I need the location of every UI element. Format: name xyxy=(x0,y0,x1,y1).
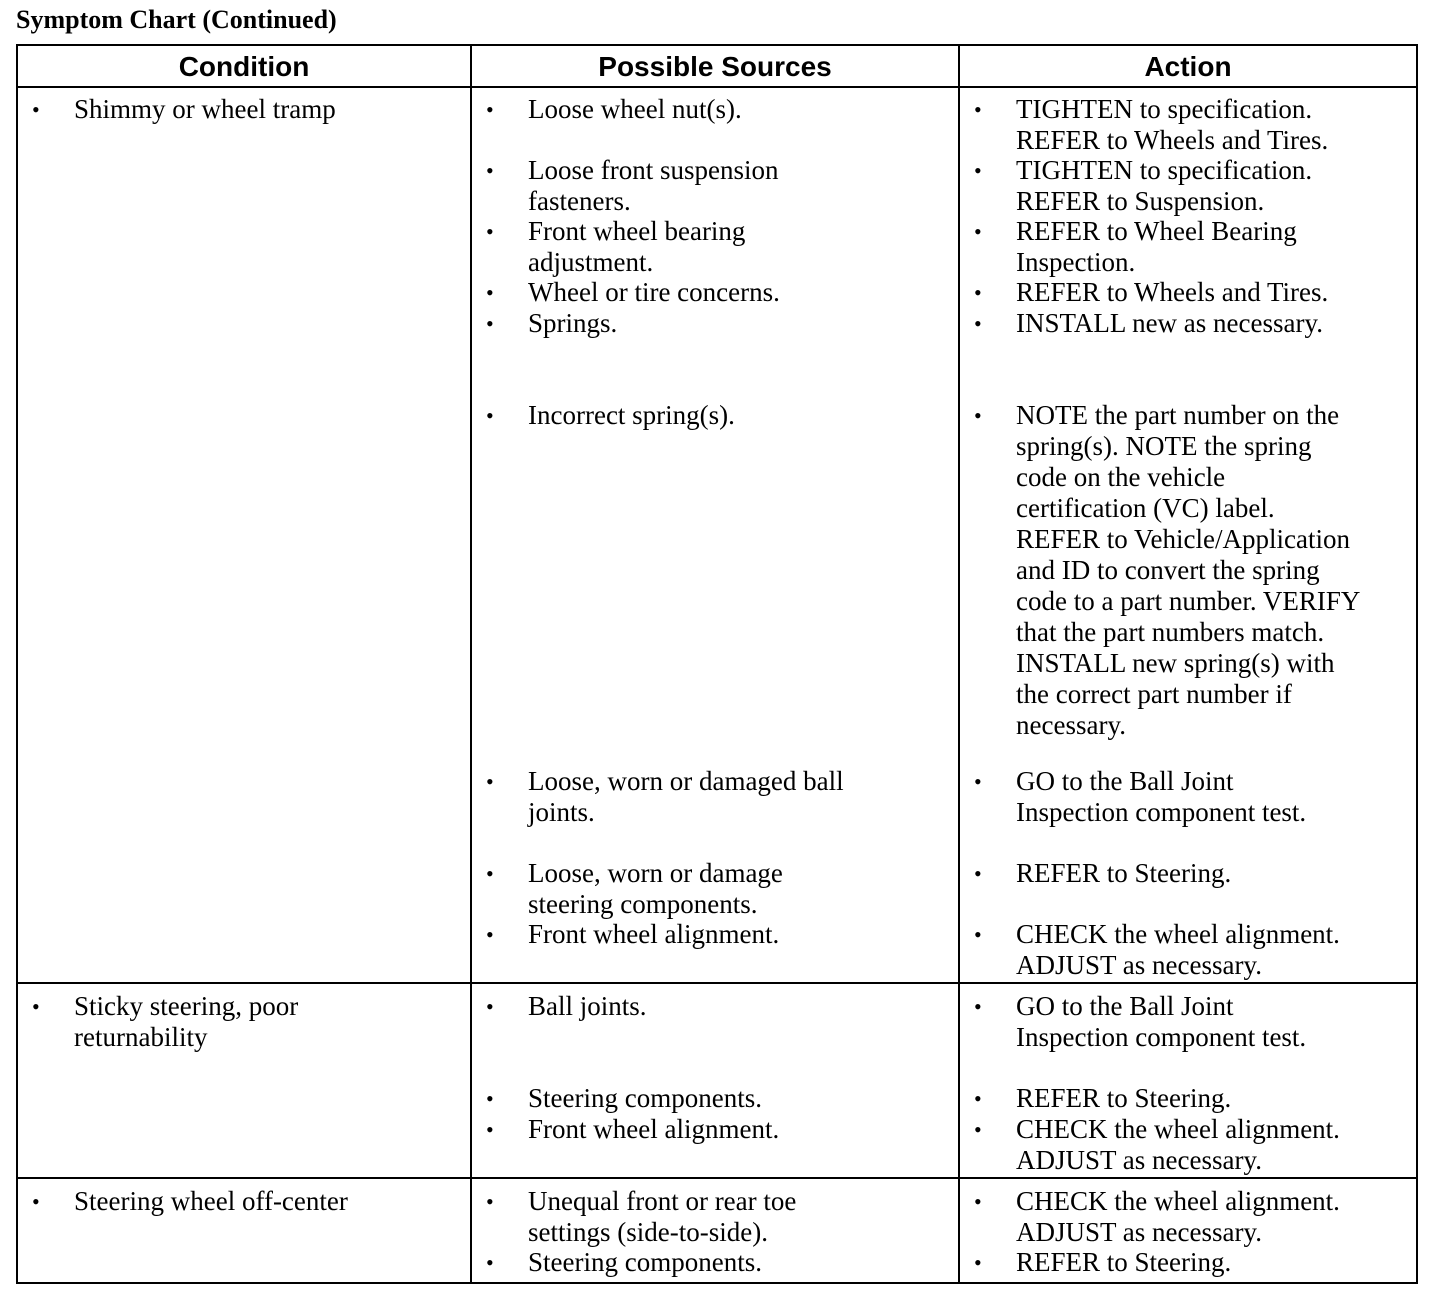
condition-text: Steering wheel off-center xyxy=(74,1186,348,1216)
source-item xyxy=(486,308,946,339)
source-text: Front wheel bearing adjustment. xyxy=(528,216,746,277)
action-item xyxy=(974,991,1414,1053)
action-item xyxy=(974,1247,1414,1278)
bullet: • xyxy=(486,1250,494,1275)
source-text: Front wheel alignment. xyxy=(528,919,780,949)
action-text: NOTE the part number on the spring(s). NOTE the spring code on the vehicle certification (VC) label. REFER to Vehicle/Application and ID to convert the spring code to a part number. VERIFY that the part numbers match. INSTALL new spring(s) with the correct part number if necessary. xyxy=(1016,400,1361,740)
bullet: • xyxy=(486,280,494,305)
action-item xyxy=(974,400,1414,741)
bullet: • xyxy=(974,1086,982,1111)
bullet: • xyxy=(974,403,982,428)
bullet: • xyxy=(32,994,40,1019)
condition-cell xyxy=(32,991,452,1053)
source-item xyxy=(486,1247,946,1278)
bullet: • xyxy=(974,769,982,794)
action-item xyxy=(974,1083,1414,1114)
row-divider xyxy=(18,982,1416,984)
source-item xyxy=(486,858,946,920)
bullet: • xyxy=(486,219,494,244)
action-text: TIGHTEN to specification. REFER to Wheels and Tires. xyxy=(1016,94,1329,155)
row-divider xyxy=(18,1177,1416,1179)
bullet: • xyxy=(486,158,494,183)
bullet: • xyxy=(486,403,494,428)
source-item xyxy=(486,94,946,125)
action-text: GO to the Ball Joint Inspection component test. xyxy=(1016,991,1307,1052)
bullet: • xyxy=(32,97,40,122)
source-item xyxy=(486,155,946,217)
source-item xyxy=(486,1114,946,1145)
source-item xyxy=(486,400,946,431)
condition-cell xyxy=(32,1186,452,1217)
source-item xyxy=(486,216,946,278)
bullet: • xyxy=(974,97,982,122)
source-text: Steering components. xyxy=(528,1247,762,1277)
source-item xyxy=(486,1186,946,1248)
source-item xyxy=(486,919,946,950)
bullet: • xyxy=(974,1117,982,1142)
action-item xyxy=(974,858,1414,889)
source-text: Steering components. xyxy=(528,1083,762,1113)
bullet: • xyxy=(32,1189,40,1214)
source-item xyxy=(486,991,946,1022)
source-text: Incorrect spring(s). xyxy=(528,400,735,430)
source-text: Loose front suspension fasteners. xyxy=(528,155,779,216)
bullet: • xyxy=(974,280,982,305)
column-divider xyxy=(958,46,960,1282)
source-text: Springs. xyxy=(528,308,618,338)
bullet: • xyxy=(486,861,494,886)
column-divider xyxy=(470,46,472,1282)
source-text: Loose, worn or damaged ball joints. xyxy=(528,766,844,827)
action-item xyxy=(974,1186,1414,1248)
action-text: REFER to Steering. xyxy=(1016,1247,1232,1277)
source-item xyxy=(486,766,946,828)
action-text: CHECK the wheel alignment. ADJUST as necessary. xyxy=(1016,919,1340,980)
bullet: • xyxy=(974,1250,982,1275)
condition-text: Sticky steering, poor returnability xyxy=(74,991,299,1052)
source-text: Loose wheel nut(s). xyxy=(528,94,742,124)
page-title: Symptom Chart (Continued) xyxy=(16,5,337,34)
bullet: • xyxy=(974,994,982,1019)
action-item xyxy=(974,94,1414,156)
bullet: • xyxy=(486,97,494,122)
bullet: • xyxy=(974,219,982,244)
bullet: • xyxy=(486,769,494,794)
bullet: • xyxy=(974,311,982,336)
action-text: GO to the Ball Joint Inspection component test. xyxy=(1016,766,1307,827)
bullet: • xyxy=(974,922,982,947)
source-text: Ball joints. xyxy=(528,991,647,1021)
source-text: Front wheel alignment. xyxy=(528,1114,780,1144)
action-item xyxy=(974,1114,1414,1176)
action-item xyxy=(974,308,1414,339)
bullet: • xyxy=(974,1189,982,1214)
action-text: REFER to Steering. xyxy=(1016,858,1232,888)
bullet: • xyxy=(486,1189,494,1214)
source-item xyxy=(486,1083,946,1114)
bullet: • xyxy=(974,158,982,183)
source-text: Loose, worn or damage steering components. xyxy=(528,858,783,919)
header-possible-sources: Possible Sources xyxy=(598,51,832,82)
action-item xyxy=(974,155,1414,217)
action-text: CHECK the wheel alignment. ADJUST as necessary. xyxy=(1016,1186,1340,1247)
action-text: REFER to Steering. xyxy=(1016,1083,1232,1113)
bullet: • xyxy=(486,311,494,336)
source-text: Wheel or tire concerns. xyxy=(528,277,780,307)
action-text: REFER to Wheels and Tires. xyxy=(1016,277,1329,307)
bullet: • xyxy=(974,861,982,886)
source-item xyxy=(486,277,946,308)
condition-text: Shimmy or wheel tramp xyxy=(74,94,336,124)
symptom-table xyxy=(16,44,1418,1284)
action-item xyxy=(974,277,1414,308)
action-text: TIGHTEN to specification. REFER to Suspension. xyxy=(1016,155,1313,216)
action-item xyxy=(974,216,1414,278)
source-text: Unequal front or rear toe settings (side-to-side). xyxy=(528,1186,797,1247)
action-text: CHECK the wheel alignment. ADJUST as necessary. xyxy=(1016,1114,1340,1175)
action-item xyxy=(974,919,1414,981)
bullet: • xyxy=(486,922,494,947)
bullet: • xyxy=(486,994,494,1019)
bullet: • xyxy=(486,1086,494,1111)
action-text: REFER to Wheel Bearing Inspection. xyxy=(1016,216,1297,277)
header-action: Action xyxy=(1144,51,1232,82)
condition-cell xyxy=(32,94,452,125)
action-text: INSTALL new as necessary. xyxy=(1016,308,1323,338)
bullet: • xyxy=(486,1117,494,1142)
action-item xyxy=(974,766,1414,828)
header-condition: Condition xyxy=(178,51,310,82)
